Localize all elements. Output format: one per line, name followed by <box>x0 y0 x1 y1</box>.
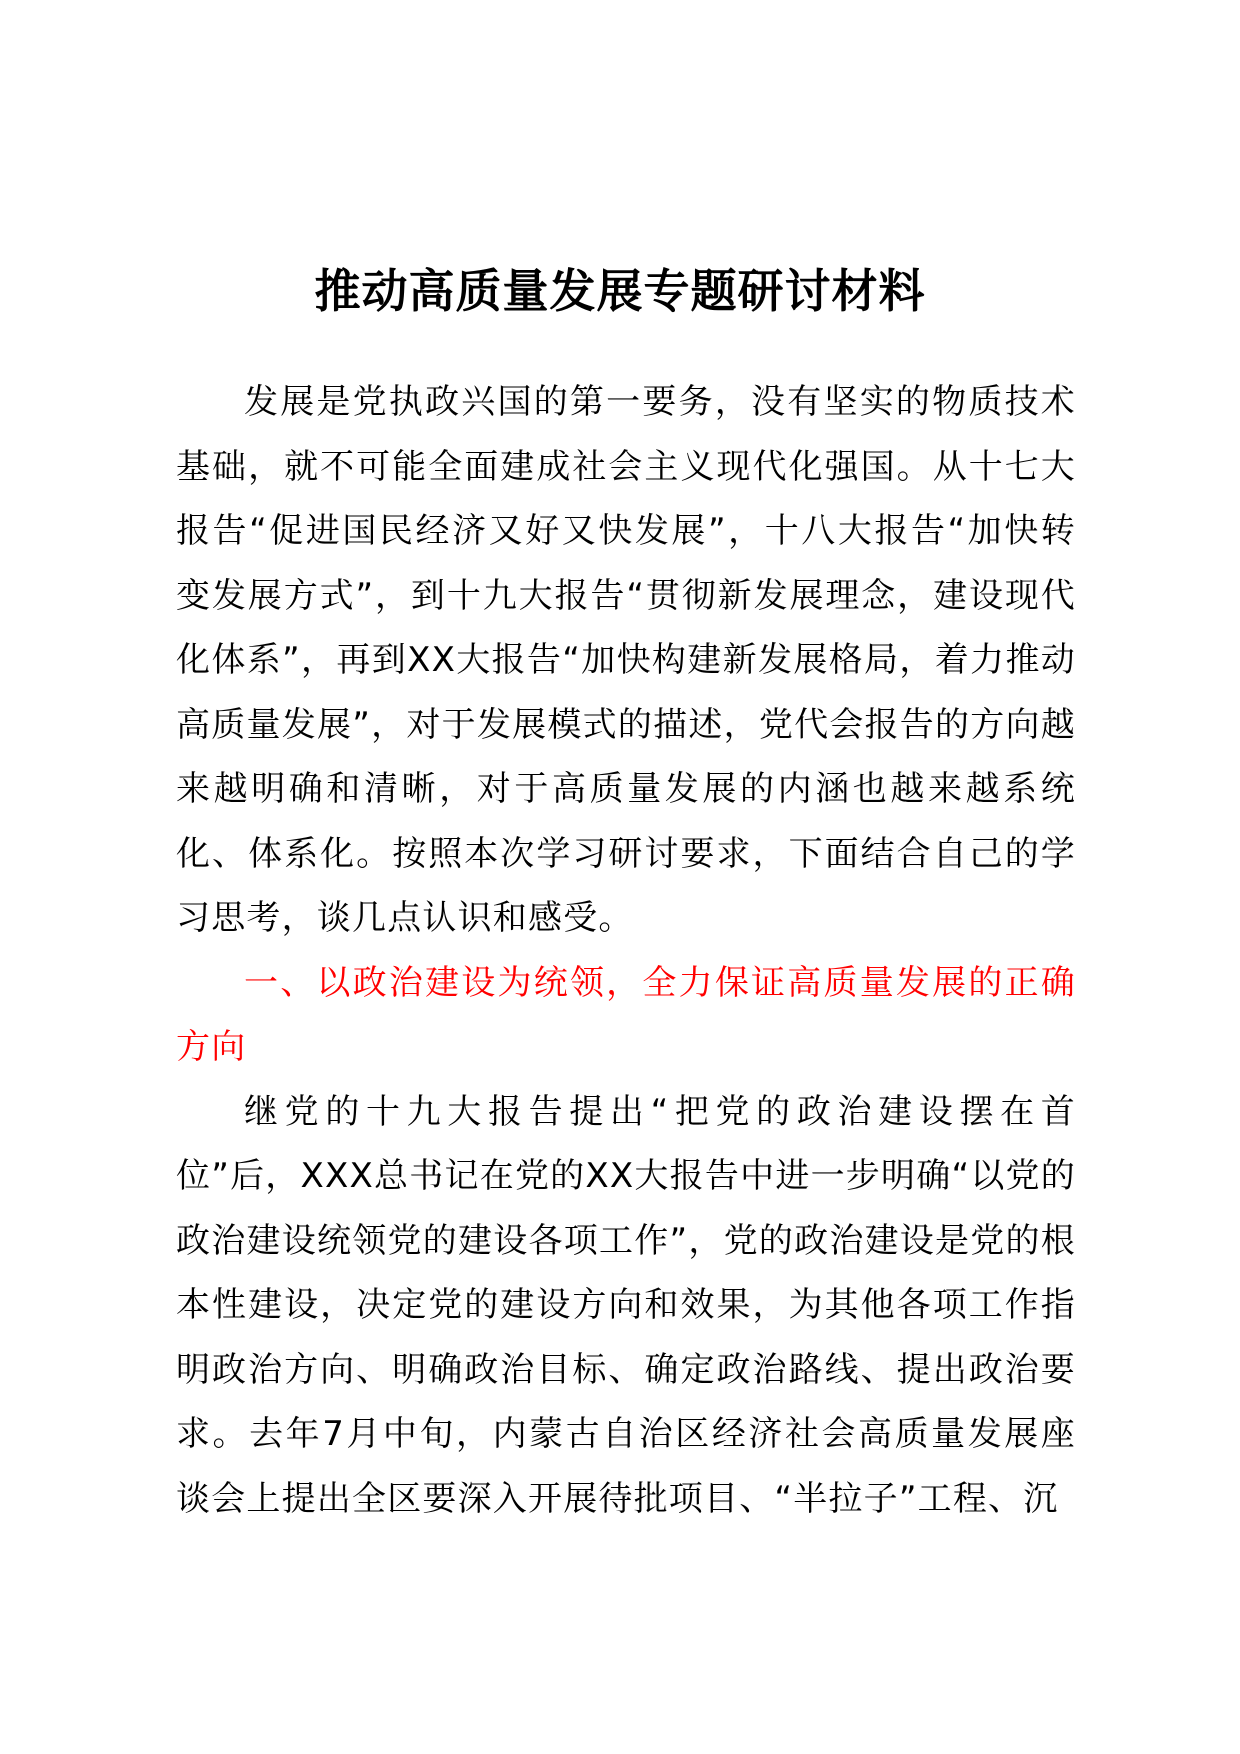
section-heading-1: 一、以政治建设为统领，全力保证高质量发展的正确方向 <box>176 962 1076 1067</box>
section-1-paragraph: 继党的十九大报告提出“把党的政治建设摆在首位”后，XXX总书记在党的XX大报告中进一步明确“以党的政治建设统领党的建设各项工作”，党的政治建设是党的根本性建设，决定党的建设方向和效果，为其他各项工作指明政治方向、明确政治目标、确定政治路线、提出政治要求。去年7月中旬，内蒙古自治区经济社会高质量发展座谈会上提出全区要深入开展待批项目、“半拉子”工程、沉 <box>176 1091 1076 1519</box>
intro-paragraph: 发展是党执政兴国的第一要务，没有坚实的物质技术基础，就不可能全面建成社会主义现代化强国。从十七大报告“促进国民经济又好又快发展”，十八大报告“加快转变发展方式”，到十九大报告“贯彻新发展理念，建设现代化体系”，再到XX大报告“加快构建新发展格局，着力推动高质量发展”，对于发展模式的描述，党代会报告的方向越来越明确和清晰，对于高质量发展的内涵也越来越系统化、体系化。按照本次学习研讨要求，下面结合自己的学习思考，谈几点认识和感受。 <box>176 382 1076 938</box>
document-body <box>176 370 1076 1531</box>
document-title: 推动高质量发展专题研讨材料 <box>314 264 926 318</box>
